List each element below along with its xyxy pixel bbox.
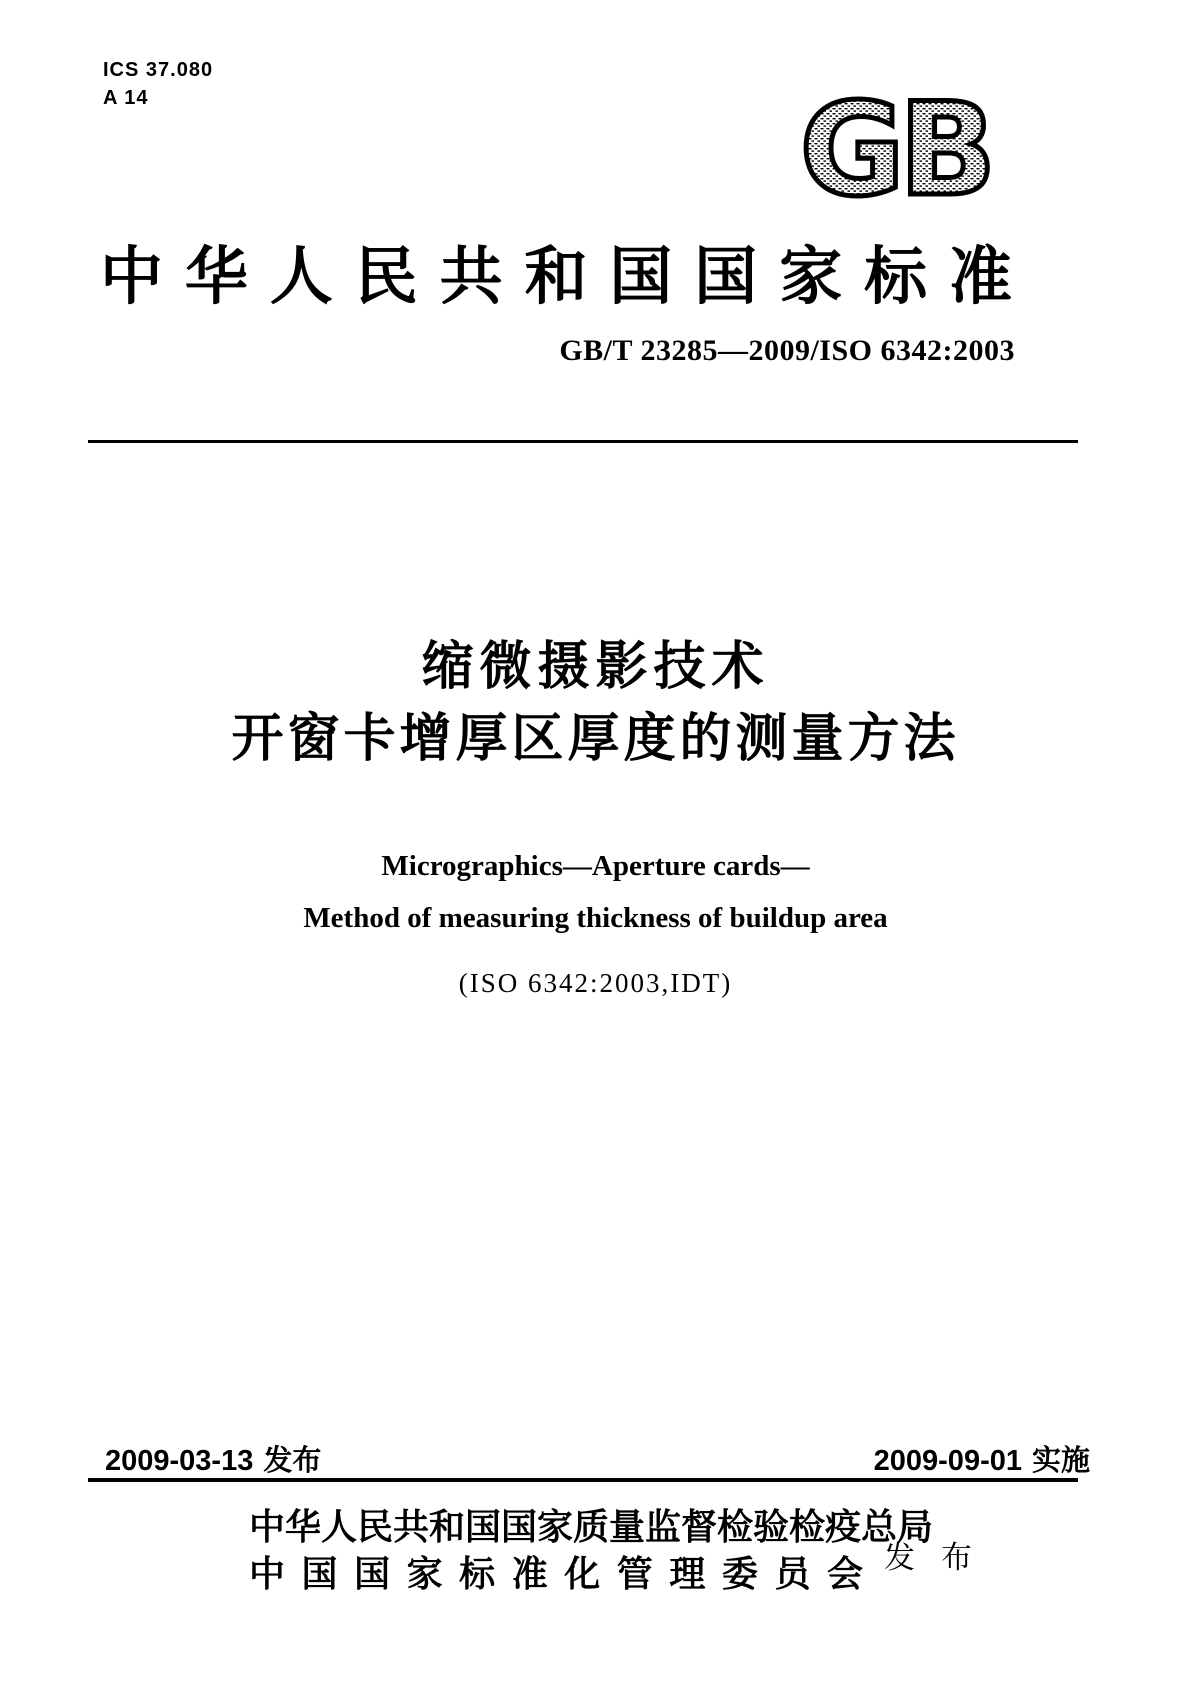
issuer-line2: 中国国家标准化管理委员会 [249, 1553, 863, 1594]
national-standard-masthead: 中华人民共和国国家标准 [100, 242, 1012, 312]
standard-number: GB/T 23285—2009/ISO 6342:2003 [559, 334, 1015, 367]
title-cn-line1: 缩微摄影技术 [421, 638, 770, 696]
gb-logo-text: GB [799, 82, 991, 212]
implement-date: 2009-09-01 [873, 1445, 1022, 1477]
footer-divider [88, 1478, 1078, 1482]
iso-equivalence-note: (ISO 6342:2003,IDT) [458, 968, 733, 998]
implement-date-group [874, 1438, 1090, 1479]
issue-date-group [105, 1438, 321, 1479]
issuer-line1: 中华人民共和国国家质量监督检验检疫总局 [249, 1507, 934, 1547]
doc-class-code: A 14 [103, 87, 149, 109]
gb-logo [778, 82, 1012, 217]
ics-classification-block [103, 56, 213, 112]
masthead-divider [88, 440, 1078, 443]
title-cn-line2: 开窗卡增厚区厚度的测量方法 [231, 710, 960, 768]
dates-row [105, 1438, 1090, 1479]
gb-logo-icon [778, 82, 1012, 212]
implement-date-label: 实施 [1031, 1445, 1090, 1477]
title-en-line2: Method of measuring thickness of buildup area [303, 902, 888, 934]
publish-label: 发布 [884, 1540, 998, 1575]
issue-date: 2009-03-13 [105, 1445, 254, 1477]
title-en-line1: Micrographics—Aperture cards— [381, 850, 810, 882]
issuer-block [249, 1504, 934, 1598]
ics-code: ICS 37.080 [103, 59, 214, 81]
issue-date-label: 发布 [263, 1445, 322, 1477]
